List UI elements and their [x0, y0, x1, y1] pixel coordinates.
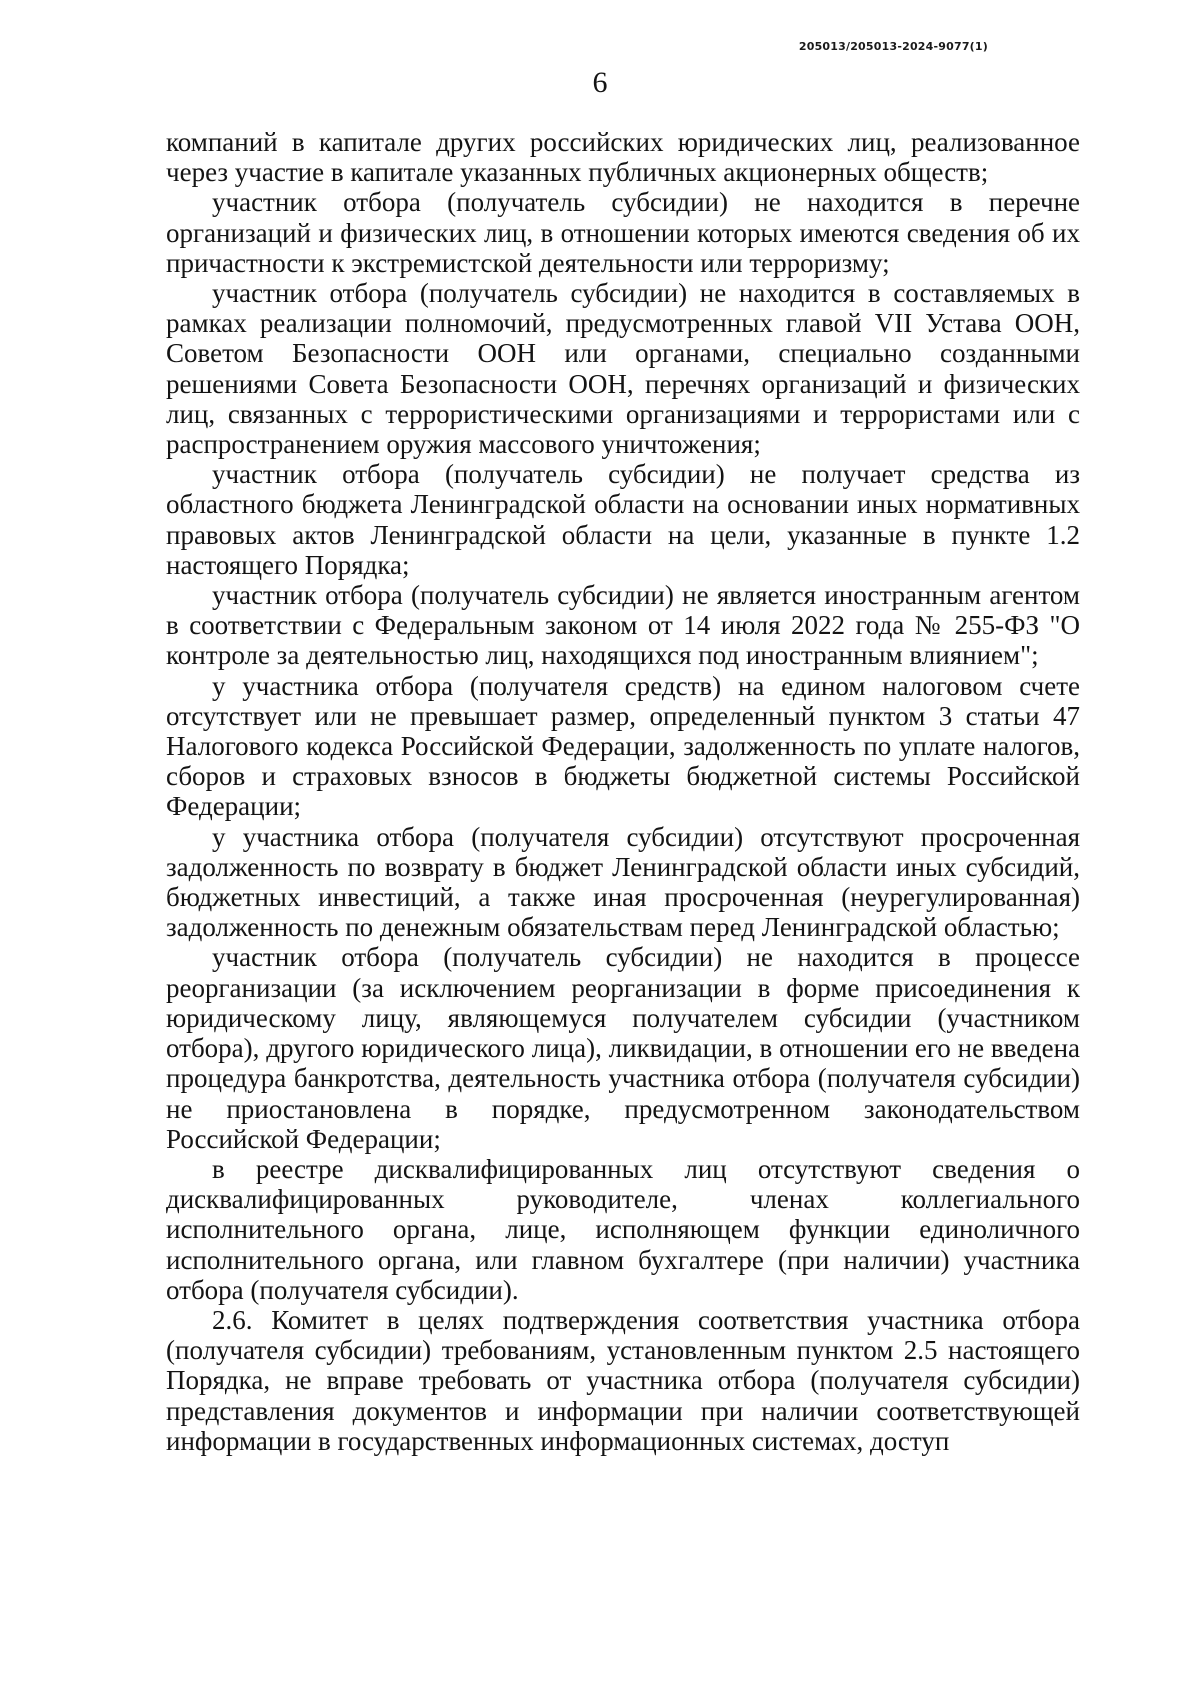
paragraph-1: компаний в капитале других российских юридических лиц, реализованное через участие в капитале указанных публичных акционерных обществ; — [166, 127, 1080, 188]
paragraph-4: участник отбора (получатель субсидии) не получает средства из областного бюджета Ленинградской области на основании иных нормативных правовых актов Ленинградской области на цели, указанные в пункте 1.2 настоящего Порядка; — [166, 459, 1080, 580]
paragraph-8: участник отбора (получатель субсидии) не находится в процессе реорганизации (за исключением реорганизации в форме присоединения к юридическому лицу, являющемуся получателем субсидии (участником отбора), другого юридического лица), ликвидации, в отношении его не введена процедура банкротства, деятельность участника отбора (получателя субсидии) не приостановлена в порядке, предусмотренном законодательством Российской Федерации; — [166, 942, 1080, 1154]
document-body — [166, 127, 1080, 1456]
paragraph-2: участник отбора (получатель субсидии) не находится в перечне организаций и физических лиц, в отношении которых имеются сведения об их причастности к экстремистской деятельности или терроризму; — [166, 187, 1080, 278]
paragraph-9: в реестре дисквалифицированных лиц отсутствуют сведения о дисквалифицированных руководителе, членах коллегиального исполнительного органа, лице, исполняющем функции единоличного исполнительного органа, или главном бухгалтере (при наличии) участника отбора (получателя субсидии). — [166, 1153, 1080, 1305]
paragraph-5: участник отбора (получатель субсидии) не является иностранным агентом в соответствии с Федеральным законом от 14 июля 2022 года № 255-ФЗ "О контроле за деятельностью лиц, находящихся под иностранным влиянием"; — [166, 580, 1080, 671]
paragraph-6: у участника отбора (получателя средств) на едином налоговом счете отсутствует или не превышает размер, определенный пунктом 3 статьи 47 Налогового кодекса Российской Федерации, задолженность по уплате налогов, сборов и страховых взносов в бюджеты бюджетной системы Российской Федерации; — [166, 670, 1080, 822]
paragraph-3: участник отбора (получатель субсидии) не находится в составляемых в рамках реализации полномочий, предусмотренных главой VII Устава ООН, Советом Безопасности ООН или органами, специально созданными решениями Совета Безопасности ООН, перечнях организаций и физических лиц, связанных с террористическими организациями и террористами или с распространением оружия массового уничтожения; — [166, 278, 1080, 460]
paragraph-7: у участника отбора (получателя субсидии) отсутствуют просроченная задолженность по возврату в бюджет Ленинградской области иных субсидий, бюджетных инвестиций, а также иная просроченная (неурегулированная) задолженность по денежным обязательствам перед Ленинградской областью; — [166, 821, 1080, 943]
page-number: 6 — [592, 66, 608, 99]
document-registration-number: 205013/205013-2024-9077(1) — [798, 40, 988, 53]
paragraph-10: 2.6. Комитет в целях подтверждения соответствия участника отбора (получателя субсидии) требованиям, установленным пунктом 2.5 настоящего Порядка, не вправе требовать от участника отбора (получателя субсидии) представления документов и информации при наличии соответствующей информации в государственных информационных системах, доступ — [166, 1304, 1080, 1456]
